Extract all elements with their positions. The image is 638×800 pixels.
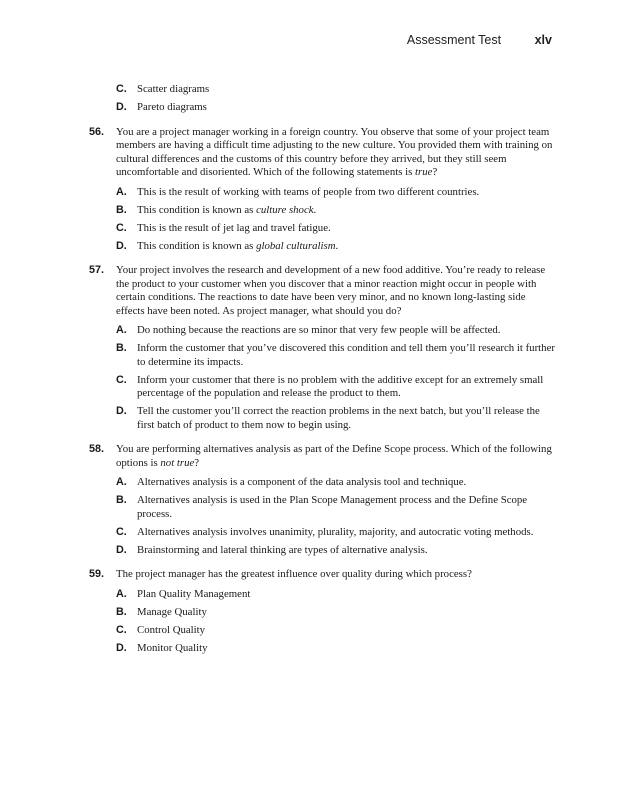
option-letter: A. — [116, 476, 127, 488]
option-text: Monitor Quality — [137, 641, 208, 654]
option-letter: C. — [116, 525, 127, 538]
option-letter: A. — [116, 587, 127, 600]
option-text: Manage Quality — [137, 605, 207, 618]
question-stem: The project manager has the greatest influence over quality during which process? — [116, 568, 472, 580]
option-text: Alternatives analysis involves unanimity, plurality, majority, and autocratic voting methods. — [137, 525, 534, 538]
option-letter: C. — [116, 221, 127, 234]
option-letter: D. — [116, 543, 127, 556]
option-letter: D. — [116, 641, 127, 654]
option-text: Inform the customer that you’ve discovered this condition and tell them you’ll research it further to determine its impacts. — [137, 342, 555, 368]
answer-option — [116, 624, 555, 638]
question-number: 59. — [89, 568, 105, 580]
answer-option — [116, 204, 555, 218]
answer-option — [116, 324, 555, 338]
option-letter: D. — [116, 101, 127, 113]
answer-option — [116, 588, 555, 602]
option-letter: B. — [116, 203, 127, 216]
answer-option — [116, 405, 555, 432]
answer-option — [116, 374, 555, 401]
option-text: Scatter diagrams — [137, 83, 210, 95]
answer-option — [116, 83, 555, 97]
option-text: Inform your customer that there is no problem with the additive except for an extremely small percentage of the population and release the product to them. — [137, 373, 544, 399]
running-head-title: Assessment Test — [406, 33, 502, 47]
option-letter: B. — [116, 342, 127, 354]
option-letter: C. — [116, 83, 127, 95]
question-number: 56. — [89, 125, 105, 138]
option-letter: A. — [116, 324, 127, 336]
question-58 — [89, 443, 555, 557]
answer-option — [116, 186, 555, 200]
option-text: Brainstorming and lateral thinking are types of alternative analysis. — [137, 543, 428, 556]
question-stem: You are performing alternatives analysis as part of the Define Scope process. Which of the following options is not true? — [116, 443, 552, 469]
continued-options — [89, 83, 555, 115]
question-content — [89, 83, 555, 660]
option-letter: C. — [116, 623, 127, 636]
answer-option — [116, 642, 555, 656]
question-59 — [89, 568, 555, 655]
question-number: 58. — [89, 443, 105, 455]
option-letter: C. — [116, 373, 127, 386]
option-letter: D. — [116, 239, 127, 252]
option-letter: A. — [116, 185, 127, 198]
option-text: Tell the customer you’ll correct the reaction problems in the next batch, but you’ll release the first batch of product to them now to begin using. — [137, 405, 540, 431]
question-stem: Your project involves the research and development of a new food additive. You’re ready to release the product to your customer when you discover that a minor reaction might occur in people with certain conditions. The reactions to date have been very minor, and no known long-lasting side effects have been noted. As project manager, what should you do? — [116, 264, 546, 317]
question-56 — [89, 126, 555, 254]
option-text: This is the result of working with teams of people from two different countries. — [137, 185, 480, 198]
answer-option — [116, 476, 555, 490]
answer-option — [116, 526, 555, 540]
page-number: xlv — [534, 33, 552, 47]
answer-option — [116, 544, 555, 558]
answer-option — [116, 494, 555, 521]
option-text: This is the result of jet lag and travel fatigue. — [137, 221, 331, 234]
option-text: Pareto diagrams — [137, 101, 207, 113]
question-number: 57. — [89, 264, 105, 276]
option-letter: B. — [116, 494, 127, 506]
running-head — [407, 33, 552, 47]
question-stem: You are a project manager working in a foreign country. You observe that some of your project team members are having a difficult time adjusting to the new culture. You provided them with training on cultural differences and the customs of this country before they arrived, but they still seem uncomfortable and disoriented. Which of the following statements is true? — [116, 125, 553, 178]
option-text: Alternatives analysis is a component of the data analysis tool and technique. — [137, 476, 467, 488]
answer-option — [116, 240, 555, 254]
option-letter: D. — [116, 405, 127, 417]
option-text: Alternatives analysis is used in the Plan Scope Management process and the Define Scope process. — [137, 494, 528, 520]
option-text: Control Quality — [137, 623, 206, 636]
option-text: Do nothing because the reactions are so minor that very few people will be affected. — [137, 324, 501, 336]
answer-option — [116, 222, 555, 236]
option-text: Plan Quality Management — [137, 587, 251, 600]
question-57 — [89, 264, 555, 432]
option-letter: B. — [116, 605, 127, 618]
answer-option — [116, 606, 555, 620]
option-text: This condition is known as culture shock. — [137, 203, 317, 216]
answer-option — [116, 342, 555, 369]
answer-option — [116, 101, 555, 115]
option-text: This condition is known as global culturalism. — [137, 239, 339, 252]
